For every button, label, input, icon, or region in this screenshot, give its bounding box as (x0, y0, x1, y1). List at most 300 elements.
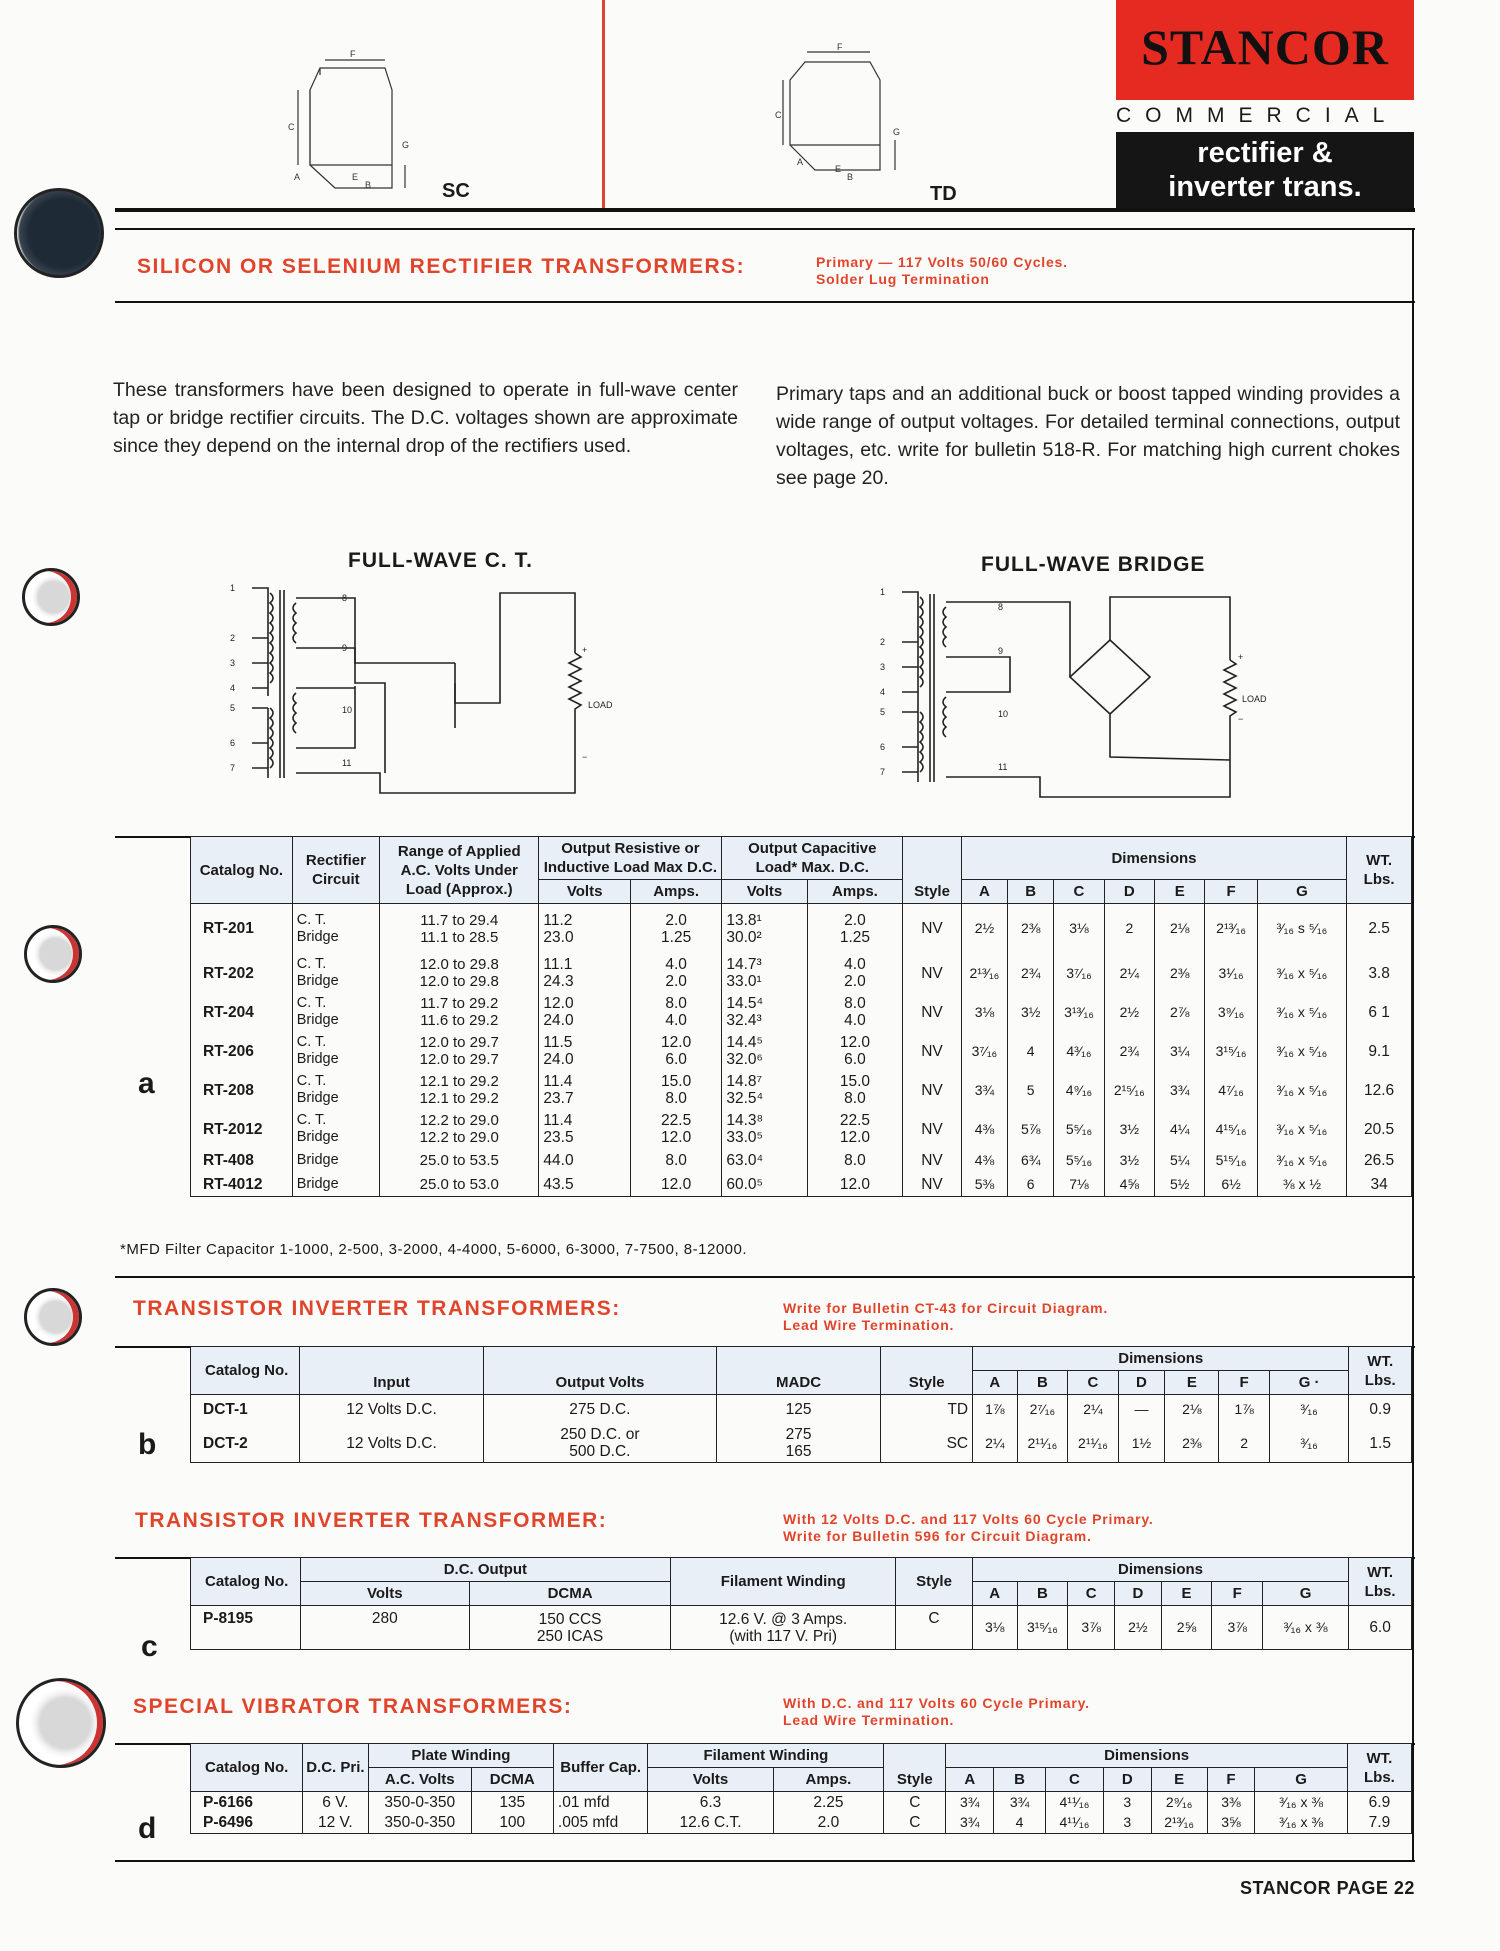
binder-hole (14, 188, 104, 278)
col-style: Style (903, 837, 962, 904)
svg-text:1: 1 (230, 583, 236, 593)
dimension-e: 5¼ (1155, 1149, 1205, 1173)
dimension-g: ³⁄₁₆ x ⁵⁄₁₆ (1257, 1110, 1346, 1149)
dimension-d: 3 (1103, 1792, 1151, 1813)
dimension-g: ³⁄₁₆ (1269, 1425, 1349, 1463)
resistive-amps: 15.0 8.0 (630, 1071, 721, 1110)
svg-text:3: 3 (880, 662, 886, 672)
buffer-cap: .005 mfd (553, 1813, 648, 1834)
capacitive-volts: 14.8⁷ 32.5⁴ (722, 1071, 807, 1110)
binder-hole (16, 1678, 106, 1768)
resistive-amps: 8.0 (630, 1149, 721, 1173)
table-row (191, 1792, 1412, 1813)
dimension-e: 2⅜ (1165, 1425, 1219, 1463)
rectifier-circuit: C. T. Bridge (292, 904, 379, 954)
ac-volts-range: 25.0 to 53.5 (380, 1149, 539, 1173)
weight: 3.8 (1347, 954, 1412, 993)
table-row (191, 1032, 1412, 1071)
catalog-number: RT-201 (191, 904, 293, 954)
svg-text:5: 5 (880, 707, 886, 717)
col-wt: WT. Lbs. (1347, 1744, 1411, 1792)
binder-hole (22, 568, 80, 626)
resistive-amps: 4.0 2.0 (630, 954, 721, 993)
section-d-note-2: Lead Wire Termination. (783, 1712, 955, 1728)
col-cap-volts: Volts (722, 880, 807, 904)
svg-text:2: 2 (230, 633, 236, 643)
dimension-d: 3½ (1104, 1110, 1154, 1149)
dimension-f: 4⁷⁄₁₆ (1205, 1071, 1257, 1110)
capacitive-volts: 14.4⁵ 32.0⁶ (722, 1032, 807, 1071)
dimension-b: 3¾ (994, 1792, 1046, 1813)
rectifier-circuit: C. T. Bridge (292, 954, 379, 993)
catalog-number: DCT-2 (191, 1425, 300, 1463)
catalog-number: RT-206 (191, 1032, 293, 1071)
col-filament: Filament Winding (648, 1744, 884, 1768)
plate-dcma: 100 (471, 1813, 553, 1834)
capacitive-volts: 60.0⁵ (722, 1173, 807, 1197)
td-figure-label: TD (930, 183, 957, 205)
weight: 1.5 (1349, 1425, 1412, 1463)
col-ac-volts: A.C. Volts (368, 1768, 471, 1792)
weight: 6.9 (1347, 1792, 1411, 1813)
dimension-g: ³⁄₁₆ (1269, 1395, 1349, 1425)
col-dim-a: A (961, 880, 1007, 904)
dimension-b: 3½ (1008, 993, 1054, 1032)
svg-text:B: B (365, 180, 372, 190)
col-dim-d: D (1115, 1582, 1162, 1606)
dimension-a: 2¹³⁄₁₆ (961, 954, 1007, 993)
section-a-paragraph-left: These transformers have been designed to operate in full-wave center tap or bridge rectifier circuits. The D.C. voltages shown are approximate since they depend on the internal drop of the rectifiers used. (113, 379, 738, 457)
col-rectifier: Rectifier Circuit (292, 837, 379, 904)
dimension-d: 2½ (1115, 1606, 1162, 1650)
section-b-note-1: Write for Bulletin CT-43 for Circuit Diagram. (783, 1300, 1109, 1316)
style: C (884, 1792, 946, 1813)
capacitive-volts: 13.8¹ 30.0² (722, 904, 807, 954)
svg-text:E: E (835, 164, 842, 174)
dimension-f: 4¹⁵⁄₁₆ (1205, 1110, 1257, 1149)
section-b-letter: b (138, 1428, 157, 1461)
dimension-f: 1⅞ (1219, 1395, 1269, 1425)
svg-text:G: G (402, 140, 410, 150)
dc-output-volts: 280 (300, 1606, 469, 1650)
catalog-number: RT-408 (191, 1149, 293, 1173)
input: 12 Volts D.C. (300, 1425, 484, 1463)
dc-pri: 6 V. (302, 1792, 368, 1813)
output-volts: 250 D.C. or 500 D.C. (483, 1425, 716, 1463)
col-dim-a: A (946, 1768, 994, 1792)
svg-text:A: A (797, 157, 804, 167)
resistive-volts: 11.4 23.5 (539, 1110, 630, 1149)
col-dimensions: Dimensions (961, 837, 1346, 880)
weight: 12.6 (1347, 1071, 1412, 1110)
header-divider (602, 0, 605, 208)
weight: 2.5 (1347, 904, 1412, 954)
commercial-label: COMMERCIAL (1116, 104, 1399, 127)
dimension-b: 3¹⁵⁄₁₆ (1017, 1606, 1068, 1650)
frame-left (115, 228, 1415, 230)
rectifier-circuit: Bridge (292, 1149, 379, 1173)
col-wt: WT. Lbs. (1349, 1347, 1412, 1395)
dimension-c: 4⁹⁄₁₆ (1054, 1071, 1104, 1110)
col-range: Range of Applied A.C. Volts Under Load (Approx.) (380, 837, 539, 904)
dc-pri: 12 V. (302, 1813, 368, 1834)
dimension-b: 5⅞ (1008, 1110, 1054, 1149)
col-dim-e: E (1155, 880, 1205, 904)
dimension-e: 2⁹⁄₁₆ (1151, 1792, 1207, 1813)
catalog-number: RT-202 (191, 954, 293, 993)
svg-text:E: E (352, 172, 359, 182)
col-dim-e: E (1161, 1582, 1212, 1606)
svg-text:1: 1 (880, 587, 886, 597)
dimension-c: 3⅞ (1068, 1606, 1115, 1650)
style: NV (903, 1110, 962, 1149)
section-c-note-2: Write for Bulletin 596 for Circuit Diagram. (783, 1528, 1092, 1544)
col-plate: Plate Winding (368, 1744, 553, 1768)
capacitive-amps: 4.0 2.0 (807, 954, 903, 993)
dimension-e: 2⅜ (1155, 954, 1205, 993)
dimension-f: 3¹⁵⁄₁₆ (1205, 1032, 1257, 1071)
plate-dcma: 135 (471, 1792, 553, 1813)
section-b-note-2: Lead Wire Termination. (783, 1317, 955, 1333)
binder-hole (24, 1288, 82, 1346)
dimension-f: 3⅜ (1207, 1792, 1255, 1813)
weight: 20.5 (1347, 1110, 1412, 1149)
col-fil-volts: Volts (648, 1768, 773, 1792)
ac-volts-range: 12.2 to 29.0 12.2 to 29.0 (380, 1110, 539, 1149)
capacitor-footnote: *MFD Filter Capacitor 1-1000, 2-500, 3-2000, 4-4000, 5-6000, 6-3000, 7-7500, 8-12000. (120, 1241, 748, 1258)
svg-text:5: 5 (230, 703, 236, 713)
col-style: Style (896, 1558, 973, 1606)
capacitive-volts: 14.5⁴ 32.4³ (722, 993, 807, 1032)
catalog-number: DCT-1 (191, 1395, 300, 1425)
dimension-c: 4¹¹⁄₁₆ (1045, 1792, 1103, 1813)
col-dim-f: F (1205, 880, 1257, 904)
col-dim-f: F (1212, 1582, 1263, 1606)
col-dcma: DCMA (469, 1582, 670, 1606)
svg-text:9: 9 (342, 643, 348, 653)
capacitive-amps: 12.0 (807, 1173, 903, 1197)
col-dimensions: Dimensions (973, 1347, 1349, 1371)
dimension-e: 4¼ (1155, 1110, 1205, 1149)
svg-text:11: 11 (998, 762, 1008, 772)
dimension-e: 3¼ (1155, 1032, 1205, 1071)
col-filament: Filament Winding (671, 1558, 896, 1606)
catalog-number: RT-204 (191, 993, 293, 1032)
dimension-g: ³⁄₁₆ x ⁵⁄₁₆ (1257, 1032, 1346, 1071)
dimension-d: 1½ (1118, 1425, 1164, 1463)
section-a-paragraph-right: Primary taps and an additional buck or boost tapped winding provides a wide range of output voltages. For detailed terminal connections, output voltages, etc. write for bulletin 518-R. For matching high current chokes see page 20. (776, 383, 1400, 489)
weight: 7.9 (1347, 1813, 1411, 1834)
dimension-g: ³⁄₁₆ x ⅜ (1263, 1606, 1349, 1650)
dimension-f: 2 (1219, 1425, 1269, 1463)
filament-amps: 2.0 (773, 1813, 884, 1834)
dimension-e: 2⅞ (1155, 993, 1205, 1032)
col-dim-b: B (1008, 880, 1054, 904)
full-wave-bridge-schematic (880, 582, 1267, 797)
dimension-b: 4 (994, 1813, 1046, 1834)
weight: 34 (1347, 1173, 1412, 1197)
dimension-d: 3½ (1104, 1149, 1154, 1173)
table-row (191, 1813, 1412, 1834)
dimension-f: 5¹⁵⁄₁₆ (1205, 1149, 1257, 1173)
full-wave-ct-schematic (230, 578, 613, 793)
col-dim-g: G · (1269, 1371, 1349, 1395)
dimension-e: 2¹³⁄₁₆ (1151, 1813, 1207, 1834)
capacitive-amps: 12.0 6.0 (807, 1032, 903, 1071)
dimension-d: 2½ (1104, 993, 1154, 1032)
dimension-a: 3¾ (946, 1813, 994, 1834)
col-dim-c: C (1045, 1768, 1103, 1792)
rectifier-circuit: C. T. Bridge (292, 1032, 379, 1071)
dimension-a: 4⅜ (961, 1149, 1007, 1173)
filament-volts: 6.3 (648, 1792, 773, 1813)
col-res-volts: Volts (539, 880, 630, 904)
svg-text:A: A (294, 172, 301, 182)
style: NV (903, 1032, 962, 1071)
capacitive-amps: 15.0 8.0 (807, 1071, 903, 1110)
madc: 275 165 (716, 1425, 880, 1463)
dimension-d: 4⅝ (1104, 1173, 1154, 1197)
svg-text:LOAD: LOAD (1242, 694, 1267, 704)
section-c-letter: c (141, 1630, 158, 1663)
ac-volts-range: 12.0 to 29.7 12.0 to 29.7 (380, 1032, 539, 1071)
dimension-g: ³⁄₁₆ x ⁵⁄₁₆ (1257, 1149, 1346, 1173)
dimension-a: 3¾ (946, 1792, 994, 1813)
col-dim-c: C (1068, 1582, 1115, 1606)
sc-figure-label: SC (442, 180, 470, 202)
section-a-letter: a (138, 1067, 155, 1100)
dimension-c: 5⁵⁄₁₆ (1054, 1110, 1104, 1149)
dimension-d: 2¼ (1104, 954, 1154, 993)
capacitive-volts: 14.7³ 33.0¹ (722, 954, 807, 993)
dimension-e: 3¾ (1155, 1071, 1205, 1110)
dimension-f: 2¹³⁄₁₆ (1205, 904, 1257, 954)
col-dc-output: D.C. Output (300, 1558, 671, 1582)
table-row (191, 1606, 1412, 1650)
style: SC (881, 1425, 973, 1463)
style: NV (903, 1149, 962, 1173)
col-dim-g: G (1257, 880, 1346, 904)
dimension-a: 2¼ (973, 1425, 1017, 1463)
dimension-f: 3⅝ (1207, 1813, 1255, 1834)
svg-text:8: 8 (998, 602, 1004, 612)
dimension-b: 4 (1008, 1032, 1054, 1071)
weight: 9.1 (1347, 1032, 1412, 1071)
dimension-f: 6½ (1205, 1173, 1257, 1197)
section-d-letter: d (138, 1812, 157, 1845)
svg-text:10: 10 (998, 709, 1009, 719)
resistive-volts: 44.0 (539, 1149, 630, 1173)
style: NV (903, 993, 962, 1032)
table-row (191, 904, 1412, 954)
dimension-a: 5⅜ (961, 1173, 1007, 1197)
dimension-a: 3⁷⁄₁₆ (961, 1032, 1007, 1071)
dimension-c: 4³⁄₁₆ (1054, 1032, 1104, 1071)
svg-text:C: C (288, 122, 295, 132)
svg-text:11: 11 (342, 758, 352, 768)
dimension-b: 2¾ (1008, 954, 1054, 993)
section-b-top-rule (115, 1276, 1415, 1278)
svg-text:−: − (1238, 714, 1244, 724)
dimension-d: 2¾ (1104, 1032, 1154, 1071)
col-dim-d: D (1103, 1768, 1151, 1792)
svg-text:7: 7 (880, 767, 886, 777)
style: NV (903, 1173, 962, 1197)
svg-text:B: B (847, 172, 854, 182)
inverter-single-table (190, 1557, 1412, 1650)
section-d-title: SPECIAL VIBRATOR TRANSFORMERS: (133, 1695, 573, 1718)
table-row (191, 1173, 1412, 1197)
catalog-number: P-8195 (191, 1606, 301, 1650)
style: TD (881, 1395, 973, 1425)
stancor-logo: STANCOR (1141, 19, 1389, 75)
section-a-rule (115, 301, 1415, 303)
product-title-line2: inverter trans. (1168, 171, 1362, 203)
col-style: Style (881, 1347, 973, 1395)
svg-text:4: 4 (880, 687, 886, 697)
resistive-volts: 11.1 24.3 (539, 954, 630, 993)
binder-hole (24, 925, 82, 983)
col-dim-d: D (1104, 880, 1154, 904)
dimension-b: 5 (1008, 1071, 1054, 1110)
filament-amps: 2.25 (773, 1792, 884, 1813)
col-resistive: Output Resistive or Inductive Load Max D.C. (539, 837, 722, 880)
svg-text:F: F (837, 42, 843, 52)
dimension-f: 3¹⁄₁₆ (1205, 954, 1257, 993)
svg-text:7: 7 (230, 763, 236, 773)
dimension-d: 2¹⁵⁄₁₆ (1104, 1071, 1154, 1110)
col-dim-e: E (1151, 1768, 1207, 1792)
dimension-c: 5⁵⁄₁₆ (1054, 1149, 1104, 1173)
dimension-e: 2⅛ (1155, 904, 1205, 954)
dimension-g: ³⁄₁₆ x ⅜ (1255, 1813, 1348, 1834)
svg-text:F: F (350, 49, 356, 59)
col-plate-dcma: DCMA (471, 1768, 553, 1792)
dimension-f: 3⅞ (1212, 1606, 1263, 1650)
output-volts: 275 D.C. (483, 1395, 716, 1425)
section-d-note-1: With D.C. and 117 Volts 60 Cycle Primary. (783, 1695, 1090, 1711)
col-style: Style (884, 1744, 946, 1792)
style: NV (903, 1071, 962, 1110)
col-catalog: Catalog No. (191, 1744, 303, 1792)
capacitive-amps: 8.0 4.0 (807, 993, 903, 1032)
dimension-b: 2⅜ (1008, 904, 1054, 954)
plate-ac-volts: 350-0-350 (368, 1813, 471, 1834)
col-volts: Volts (300, 1582, 469, 1606)
dimension-c: 3⁷⁄₁₆ (1054, 954, 1104, 993)
table-row (191, 993, 1412, 1032)
col-dim-a: A (973, 1371, 1017, 1395)
dimension-g: ³⁄₁₆ x ⁵⁄₁₆ (1257, 1071, 1346, 1110)
resistive-amps: 12.0 6.0 (630, 1032, 721, 1071)
resistive-volts: 11.4 23.7 (539, 1071, 630, 1110)
col-catalog: Catalog No. (191, 1558, 301, 1606)
dimension-d: — (1118, 1395, 1164, 1425)
col-res-amps: Amps. (630, 880, 721, 904)
col-dim-d: D (1118, 1371, 1164, 1395)
resistive-volts: 11.2 23.0 (539, 904, 630, 954)
section-b-title: TRANSISTOR INVERTER TRANSFORMERS: (133, 1297, 621, 1320)
page-footer: STANCOR PAGE 22 (1240, 1878, 1415, 1898)
input: 12 Volts D.C. (300, 1395, 484, 1425)
col-dim-b: B (994, 1768, 1046, 1792)
dimension-c: 2¼ (1068, 1395, 1119, 1425)
dimension-g: ⅜ x ½ (1257, 1173, 1346, 1197)
dimension-c: 2¹¹⁄₁₆ (1068, 1425, 1119, 1463)
col-input: Input (300, 1347, 484, 1395)
col-dc-pri: D.C. Pri. (302, 1744, 368, 1792)
dimension-a: 3⅛ (961, 993, 1007, 1032)
catalog-number: P-6496 (191, 1813, 303, 1834)
svg-text:6: 6 (230, 738, 236, 748)
dimension-b: 6¾ (1008, 1149, 1054, 1173)
capacitive-amps: 22.5 12.0 (807, 1110, 903, 1149)
col-dim-g: G (1255, 1768, 1348, 1792)
table-row (191, 1110, 1412, 1149)
svg-text:8: 8 (342, 593, 348, 603)
inverter-table (190, 1346, 1412, 1463)
rectifier-circuit: C. T. Bridge (292, 1071, 379, 1110)
dimension-c: 3¹³⁄₁₆ (1054, 993, 1104, 1032)
sc-outline-drawing (280, 40, 440, 205)
style: C (896, 1606, 973, 1650)
col-dim-b: B (1017, 1582, 1068, 1606)
capacitive-amps: 8.0 (807, 1149, 903, 1173)
style: C (884, 1813, 946, 1834)
vibrator-table (190, 1743, 1412, 1834)
resistive-amps: 22.5 12.0 (630, 1110, 721, 1149)
resistive-volts: 43.5 (539, 1173, 630, 1197)
col-dim-c: C (1054, 880, 1104, 904)
dimension-f: 3⁹⁄₁₆ (1205, 993, 1257, 1032)
product-title-block (1116, 132, 1414, 212)
svg-text:+: + (582, 645, 588, 655)
col-dimensions: Dimensions (972, 1558, 1348, 1582)
col-dim-b: B (1017, 1371, 1068, 1395)
dimension-d: 2 (1104, 904, 1154, 954)
rectifier-circuit: C. T. Bridge (292, 993, 379, 1032)
header-rule (115, 208, 1415, 212)
dimension-g: ³⁄₁₆ x ⁵⁄₁₆ (1257, 954, 1346, 993)
dimension-c: 4¹¹⁄₁₆ (1045, 1813, 1103, 1834)
weight: 6.0 (1349, 1606, 1412, 1650)
buffer-cap: .01 mfd (553, 1792, 648, 1813)
col-dim-e: E (1165, 1371, 1219, 1395)
col-dim-a: A (972, 1582, 1017, 1606)
dimension-b: 2⁷⁄₁₆ (1017, 1395, 1068, 1425)
table-row (191, 1395, 1412, 1425)
style: NV (903, 904, 962, 954)
weight: 6 1 (1347, 993, 1412, 1032)
filament-winding: 12.6 V. @ 3 Amps. (with 117 V. Pri) (671, 1606, 896, 1650)
svg-text:−: − (582, 752, 588, 762)
dimension-a: 3¾ (961, 1071, 1007, 1110)
col-wt: WT. Lbs. (1347, 837, 1412, 904)
col-buffer: Buffer Cap. (553, 1744, 648, 1792)
dimension-e: 2⅝ (1161, 1606, 1212, 1650)
catalog-number: RT-4012 (191, 1173, 293, 1197)
ac-volts-range: 11.7 to 29.2 11.6 to 29.2 (380, 993, 539, 1032)
col-dim-g: G (1263, 1582, 1349, 1606)
ac-volts-range: 12.0 to 29.8 12.0 to 29.8 (380, 954, 539, 993)
resistive-amps: 2.0 1.25 (630, 904, 721, 954)
dimension-e: 2⅛ (1165, 1395, 1219, 1425)
filament-volts: 12.6 C.T. (648, 1813, 773, 1834)
col-madc: MADC (716, 1347, 880, 1395)
rectifier-circuit: C. T. Bridge (292, 1110, 379, 1149)
capacitive-amps: 2.0 1.25 (807, 904, 903, 954)
section-a-note-2: Solder Lug Termination (816, 271, 990, 287)
